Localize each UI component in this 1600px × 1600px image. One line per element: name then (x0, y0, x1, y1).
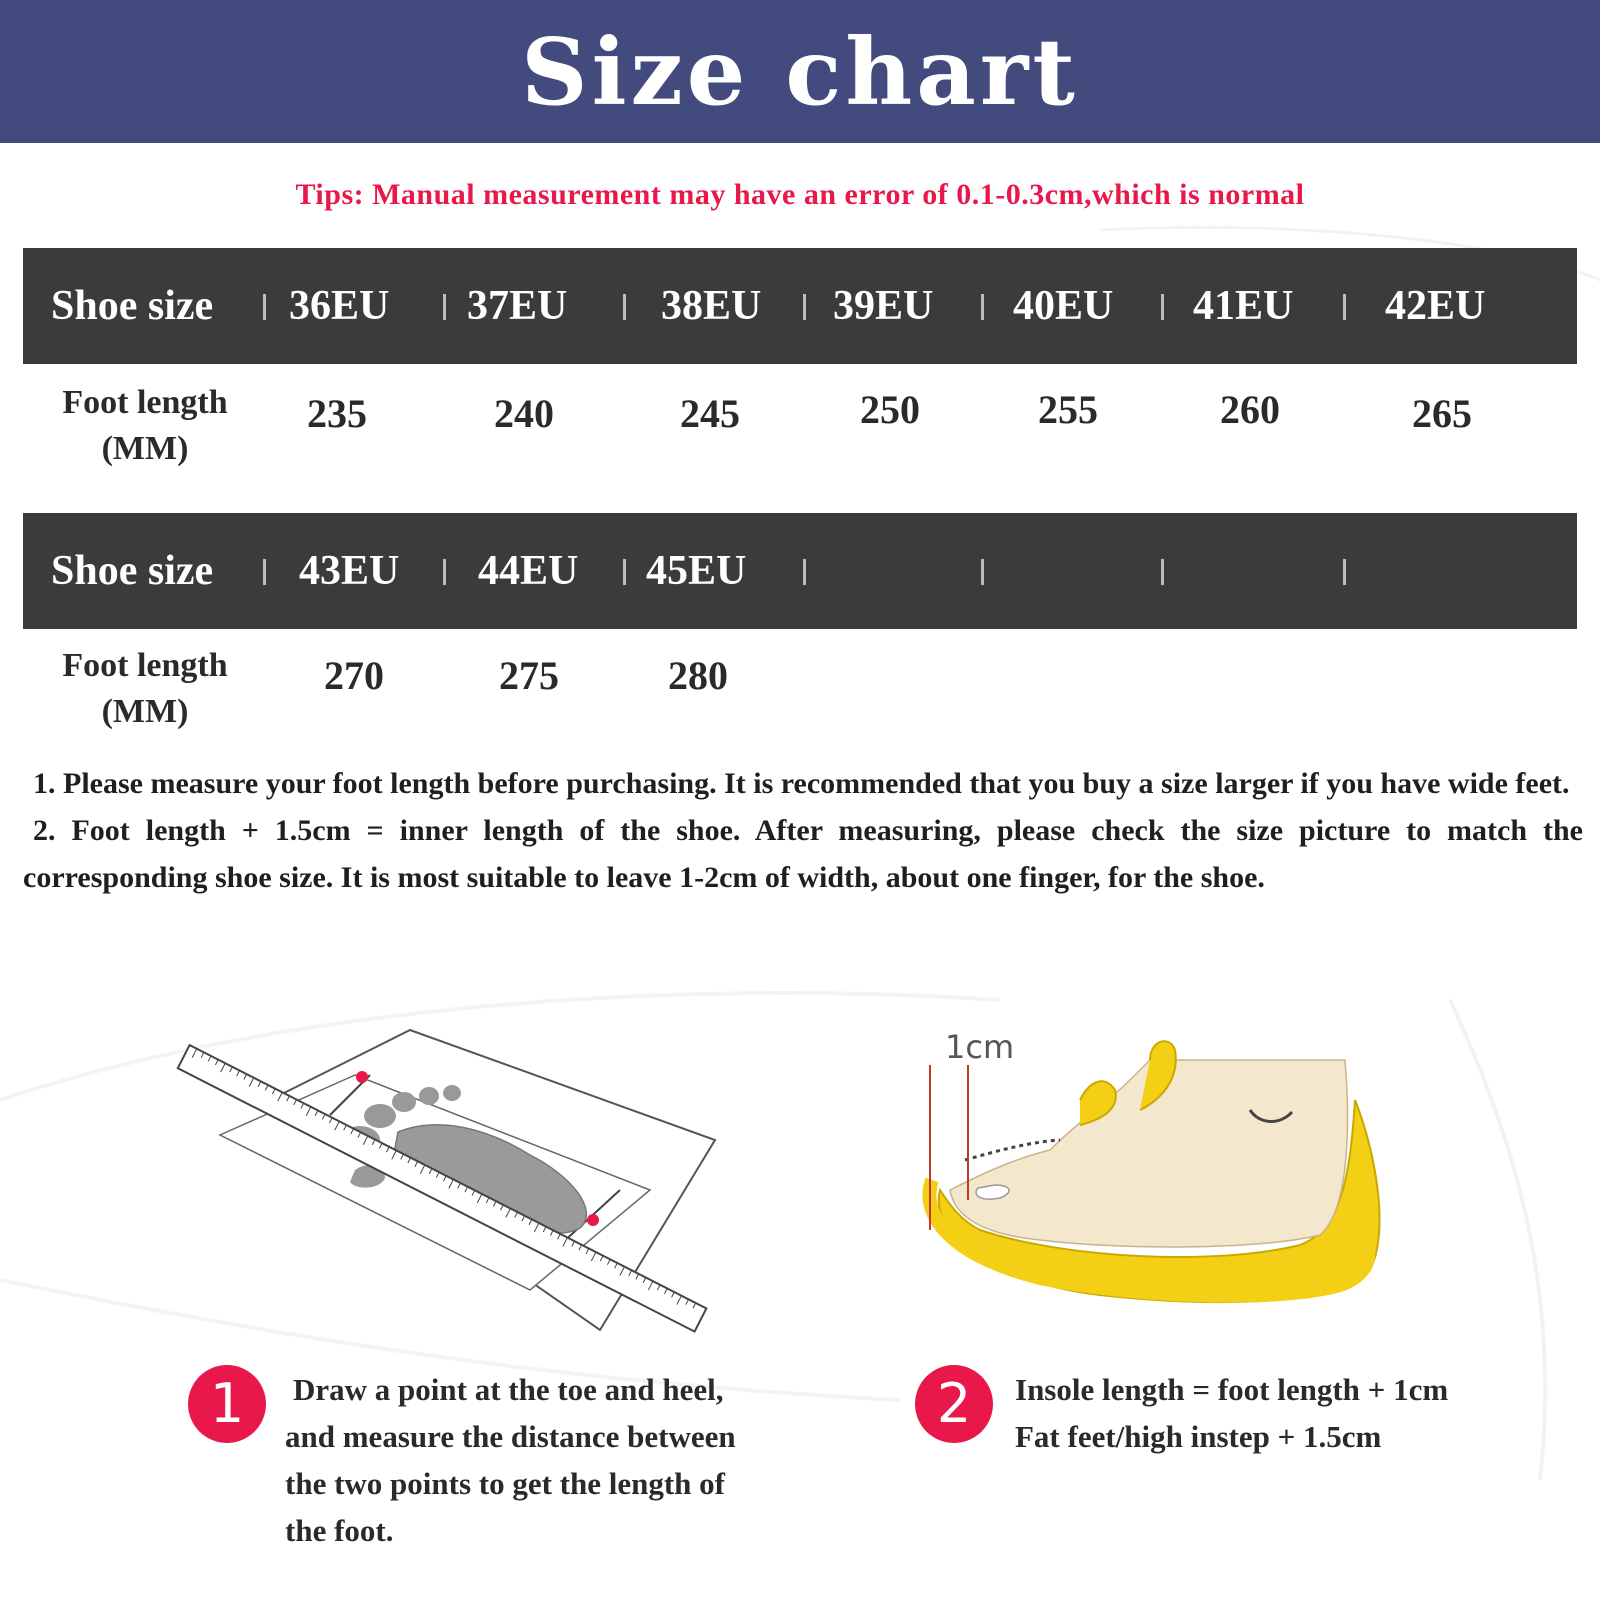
foot-length-label-line1: Foot length (62, 384, 228, 421)
length-value: 250 (860, 387, 920, 432)
step-2-text (1015, 1366, 1448, 1460)
divider (623, 559, 626, 585)
size-cell: 44EU (478, 548, 579, 594)
size-cell: 45EU (646, 548, 747, 594)
length-value: 240 (494, 391, 554, 436)
step-2-badge: 2 (915, 1365, 993, 1443)
step-1-line: the two points to get the length of (285, 1466, 725, 1501)
foot-length-label (40, 380, 250, 472)
size-cell: 37EU (467, 283, 568, 329)
divider (981, 559, 984, 585)
step-1-text (285, 1366, 736, 1554)
shoe-size-label: Shoe size (51, 283, 214, 329)
measurement-notes (23, 760, 1583, 901)
length-value: 235 (307, 391, 367, 436)
size-cell: 38EU (661, 283, 762, 329)
length-value: 255 (1038, 387, 1098, 432)
tips-text: Tips: Manual measurement may have an error of 0.1-0.3cm,which is normal (295, 178, 1305, 211)
foot-measure-illustration (150, 1020, 740, 1340)
divider (263, 294, 266, 320)
size-header-bar-1 (23, 248, 1577, 364)
length-value: 275 (499, 653, 559, 698)
divider (443, 294, 446, 320)
foot-length-label-line1: Foot length (62, 647, 228, 684)
size-cell: 40EU (1013, 283, 1114, 329)
size-cell: 43EU (299, 548, 400, 594)
step-1-line: the foot. (285, 1513, 394, 1548)
foot-length-label-line2: (MM) (101, 693, 189, 730)
step-2-line: Insole length = foot length + 1cm (1015, 1372, 1449, 1407)
header-banner (0, 0, 1600, 143)
divider (1343, 559, 1346, 585)
size-cell: 41EU (1193, 283, 1294, 329)
step-2-line: Fat feet/high instep + 1.5cm (1015, 1419, 1382, 1454)
size-header-bar-2 (23, 513, 1577, 629)
divider (1343, 294, 1346, 320)
length-value: 265 (1412, 391, 1472, 436)
divider (1161, 559, 1164, 585)
foot-length-label (40, 643, 250, 735)
divider (981, 294, 984, 320)
divider (443, 559, 446, 585)
one-cm-label: 1cm (945, 1028, 1015, 1066)
length-value: 270 (324, 653, 384, 698)
length-value: 260 (1220, 387, 1280, 432)
divider (623, 294, 626, 320)
step-1-line: Draw a point at the toe and heel, (293, 1372, 724, 1407)
note-1: 1. Please measure your foot length before purchasing. It is recommended that you buy a size larger if you have wide feet. (33, 767, 1570, 800)
size-cell: 39EU (833, 283, 934, 329)
step-1-line: and measure the distance between (285, 1419, 736, 1454)
divider (263, 559, 266, 585)
divider (803, 294, 806, 320)
length-value: 280 (668, 653, 728, 698)
note-2: 2. Foot length + 1.5cm = inner length of the shoe. After measuring, please check the size picture to match the corresponding shoe size. It is most suitable to leave 1-2cm of width, about one finger, for the shoe. (23, 814, 1583, 894)
step-1-badge: 1 (188, 1365, 266, 1443)
size-cell: 36EU (289, 283, 390, 329)
size-cell: 42EU (1385, 283, 1486, 329)
shoe-size-label: Shoe size (51, 548, 214, 594)
page-title: Size chart (521, 17, 1079, 126)
divider (803, 559, 806, 585)
divider (1161, 294, 1164, 320)
length-value: 245 (680, 391, 740, 436)
foot-length-label-line2: (MM) (101, 430, 189, 467)
shoe-fit-illustration (920, 1040, 1430, 1310)
